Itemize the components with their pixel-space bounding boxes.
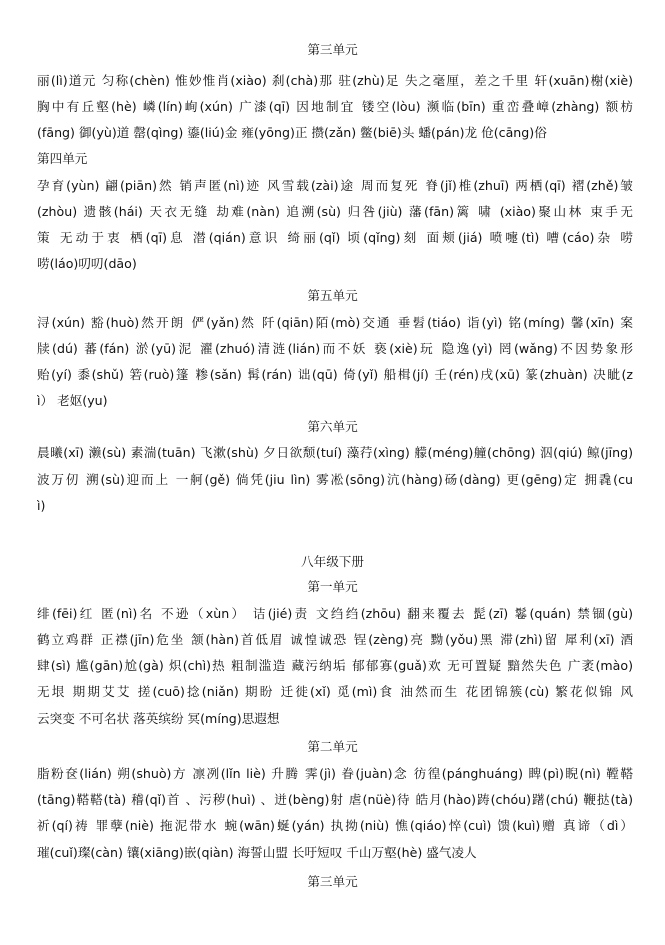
grade8b-unit1-line-2: 鹤立鸡群 正襟(jīn)危坐 颔(hàn)首低眉 诚惶诚恐 锃(zèng)亮 黝(yǒu)黑 滞(zhì)留 犀利(xī) 酒 — [37, 632, 633, 647]
grade8b-unit1-line-5: 云突变 不可名状 落英缤纷 冥(míng)思遐想 — [37, 711, 280, 726]
unit6-line-3: ì) — [37, 498, 46, 513]
unit5-line-4: ì） 老妪(yu) — [37, 393, 108, 408]
grade8b-unit3-heading: 第三单元 — [307, 874, 358, 889]
grade8b-unit2-line-3: 祈(qí)祷 罪孽(niè) 拖泥带水 蜿(wān)蜒(yán) 执拗(niù) 憔(qiáo)悴(cuì) 馈(kuì)赠 真谛（dì） — [37, 818, 633, 833]
unit6-line-2: 波万仞 溯(sù)迎而上 一舸(gě) 倘凭(jiu lìn) 雾凇(sōng)沆(hàng)砀(dàng) 更(gēng)定 拥毳(cu — [37, 472, 633, 487]
unit4-line-2: (zhòu) 遗骸(hái) 天衣无缝 劫难(nàn) 追溯(sù) 归咎(jiù) 藩(fān)篱 啸 (xiào)聚山林 束手无 — [37, 204, 633, 219]
unit3-line-3: (fāng) 御(yù)道 罄(qìng) 鎏(liú)金 雍(yōng)正 攒(zǎn) 鳖(biē)头 蟠(pán)龙 伧(cāng)俗 — [37, 125, 547, 140]
unit6-line-1: 晨曦(xī) 濑(sù) 素湍(tuān) 飞漱(shù) 夕日欲颓(tuí) 藻荇(xìng) 艨(méng)艟(chōng) 泅(qiú) 鲸(jīng) — [37, 445, 633, 460]
unit3-line-1: 丽(lì)道元 匀称(chèn) 惟妙惟肖(xiào) 刹(chà)那 驻(zhù)足 失之毫厘，差之千里 轩(xuān)榭(xiè) — [37, 73, 633, 88]
grade8b-unit2-line-1: 脂粉奁(lián) 朔(shuò)方 凛冽(lǐn liè) 升腾 霁(jì) 眷(juàn)念 彷徨(pánghuáng) 睥(pì)睨(nì) 鞺鞳 — [37, 766, 633, 781]
unit4-heading: 第四单元 — [37, 151, 88, 166]
unit4-line-1: 孕育(yùn) 翩(piān)然 销声匿(nì)迹 风雪载(zài)途 周而复死 脊(jǐ)椎(zhuī) 两栖(qī) 褶(zhě)皱 — [37, 178, 633, 193]
unit6-heading: 第六单元 — [307, 419, 358, 434]
unit3-heading: 第三单元 — [307, 42, 358, 57]
unit5-line-1: 浔(xún) 豁(huò)然开朗 俨(yǎn)然 阡(qiān)陌(mò)交通 垂髫(tiáo) 诣(yì) 铭(míng) 馨(xīn) 案 — [37, 315, 633, 330]
grade8b-unit2-heading: 第二单元 — [307, 739, 358, 754]
grade8b-unit2-line-4: 璀(cuǐ)璨(càn) 镶(xiāng)嵌(qiàn) 海誓山盟 长吁短叹 千山万壑(hè) 盛气凌人 — [37, 845, 477, 860]
unit5-line-2: 牍(dú) 蕃(fán) 淤(yū)泥 濯(zhuó)清涟(lián)而不妖 亵(xiè)玩 隐逸(yì) 罔(wǎng)不因势象形 — [37, 341, 633, 356]
grade8b-unit1-heading: 第一单元 — [307, 579, 358, 594]
grade8b-heading: 八年级下册 — [301, 554, 364, 569]
unit4-line-4: 唠(láo)叨叨(dāo) — [37, 256, 137, 271]
unit4-line-3: 策 无动于衷 栖(qī)息 潜(qián)意识 绮丽(qǐ) 顷(qǐng)刻 面颊(jiá) 喷嚏(tì) 嘈(cáo)杂 唠 — [37, 230, 633, 245]
unit5-heading: 第五单元 — [307, 288, 358, 303]
grade8b-unit1-line-3: 肆(sì) 尴(gān)尬(gà) 炽(chì)热 粗制滥造 藏污纳垢 郁郁寡(guǎ)欢 无可置疑 黯然失色 广袤(mào) — [37, 658, 633, 673]
grade8b-unit1-line-4: 无垠 期期艾艾 搓(cuō)捻(niǎn) 期盼 迁徙(xǐ) 觅(mì)食 油然而生 花团锦簇(cù) 繁花似锦 风 — [37, 684, 633, 699]
unit3-line-2: 胸中有丘壑(hè) 嶙(lín)峋(xún) 广漆(qī) 因地制宜 镂空(lòu) 濒临(bīn) 重峦叠嶂(zhàng) 额枋 — [37, 99, 633, 114]
grade8b-unit1-line-1: 绯(fēi)红 匿(nì)名 不逊（xùn） 诘(jié)责 文绉绉(zhōu) 翻来覆去 髭(zī) 鬈(quán) 禁锢(gù) — [37, 606, 633, 621]
unit5-line-3: 贻(yí) 黍(shǔ) 箬(ruò)篷 糁(sǎn) 髯(rán) 诎(qū) 倚(yǐ) 船楫(jí) 壬(rén)戌(xū) 篆(zhuàn) 决眦(z — [37, 367, 633, 382]
grade8b-unit2-line-2: (tāng)鞳鞳(tà) 稽(qǐ)首 、污秽(huì) 、迸(bèng)射 虐(nüè)待 皓月(hào)踌(chóu)躇(chú) 鞭挞(tà) — [37, 792, 633, 807]
